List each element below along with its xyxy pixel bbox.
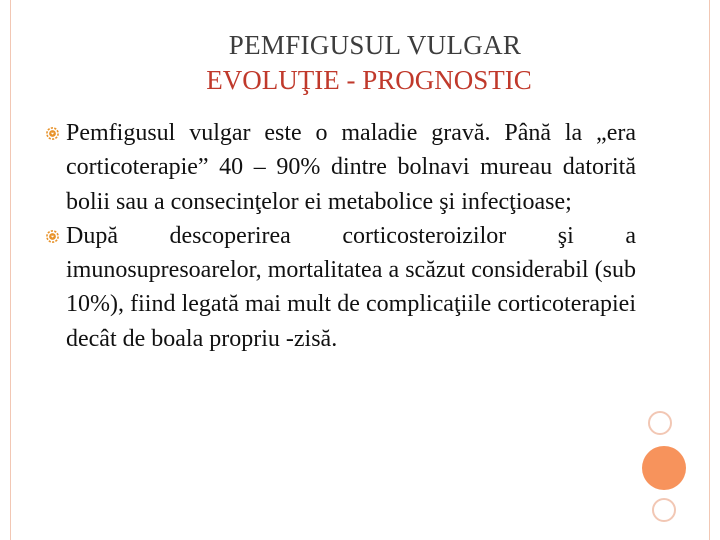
bullet-text: După descoperirea corticosteroizilor şi a imunosupresoarelor, mortalitatea a scăzut considerabil (sub 10%), fiind legată mai mult de complicaţiile corticoterapiei decât de boala propriu -zisă. (66, 222, 636, 352)
bullet-list (46, 116, 636, 356)
decorative-ring-circle (648, 411, 672, 435)
decorative-orange-circle (642, 446, 686, 490)
decorative-small-circle (652, 498, 676, 522)
bullet-item (46, 219, 636, 356)
gear-bullet-icon (46, 230, 59, 243)
slide-title: PEMFIGUSUL VULGAR (228, 30, 522, 60)
bullet-text: Pemfigusul vulgar este o maladie gravă. Până la „era corticoterapie” 40 – 90% dintre bolnavi mureau datorită bolii sau a consecinţelor ei metabolice şi infecţioase; (66, 120, 636, 215)
slide-subtitle: EVOLUŢIE - PROGNOSTIC (206, 65, 532, 95)
gear-bullet-icon (46, 127, 59, 140)
bullet-item (46, 116, 636, 219)
